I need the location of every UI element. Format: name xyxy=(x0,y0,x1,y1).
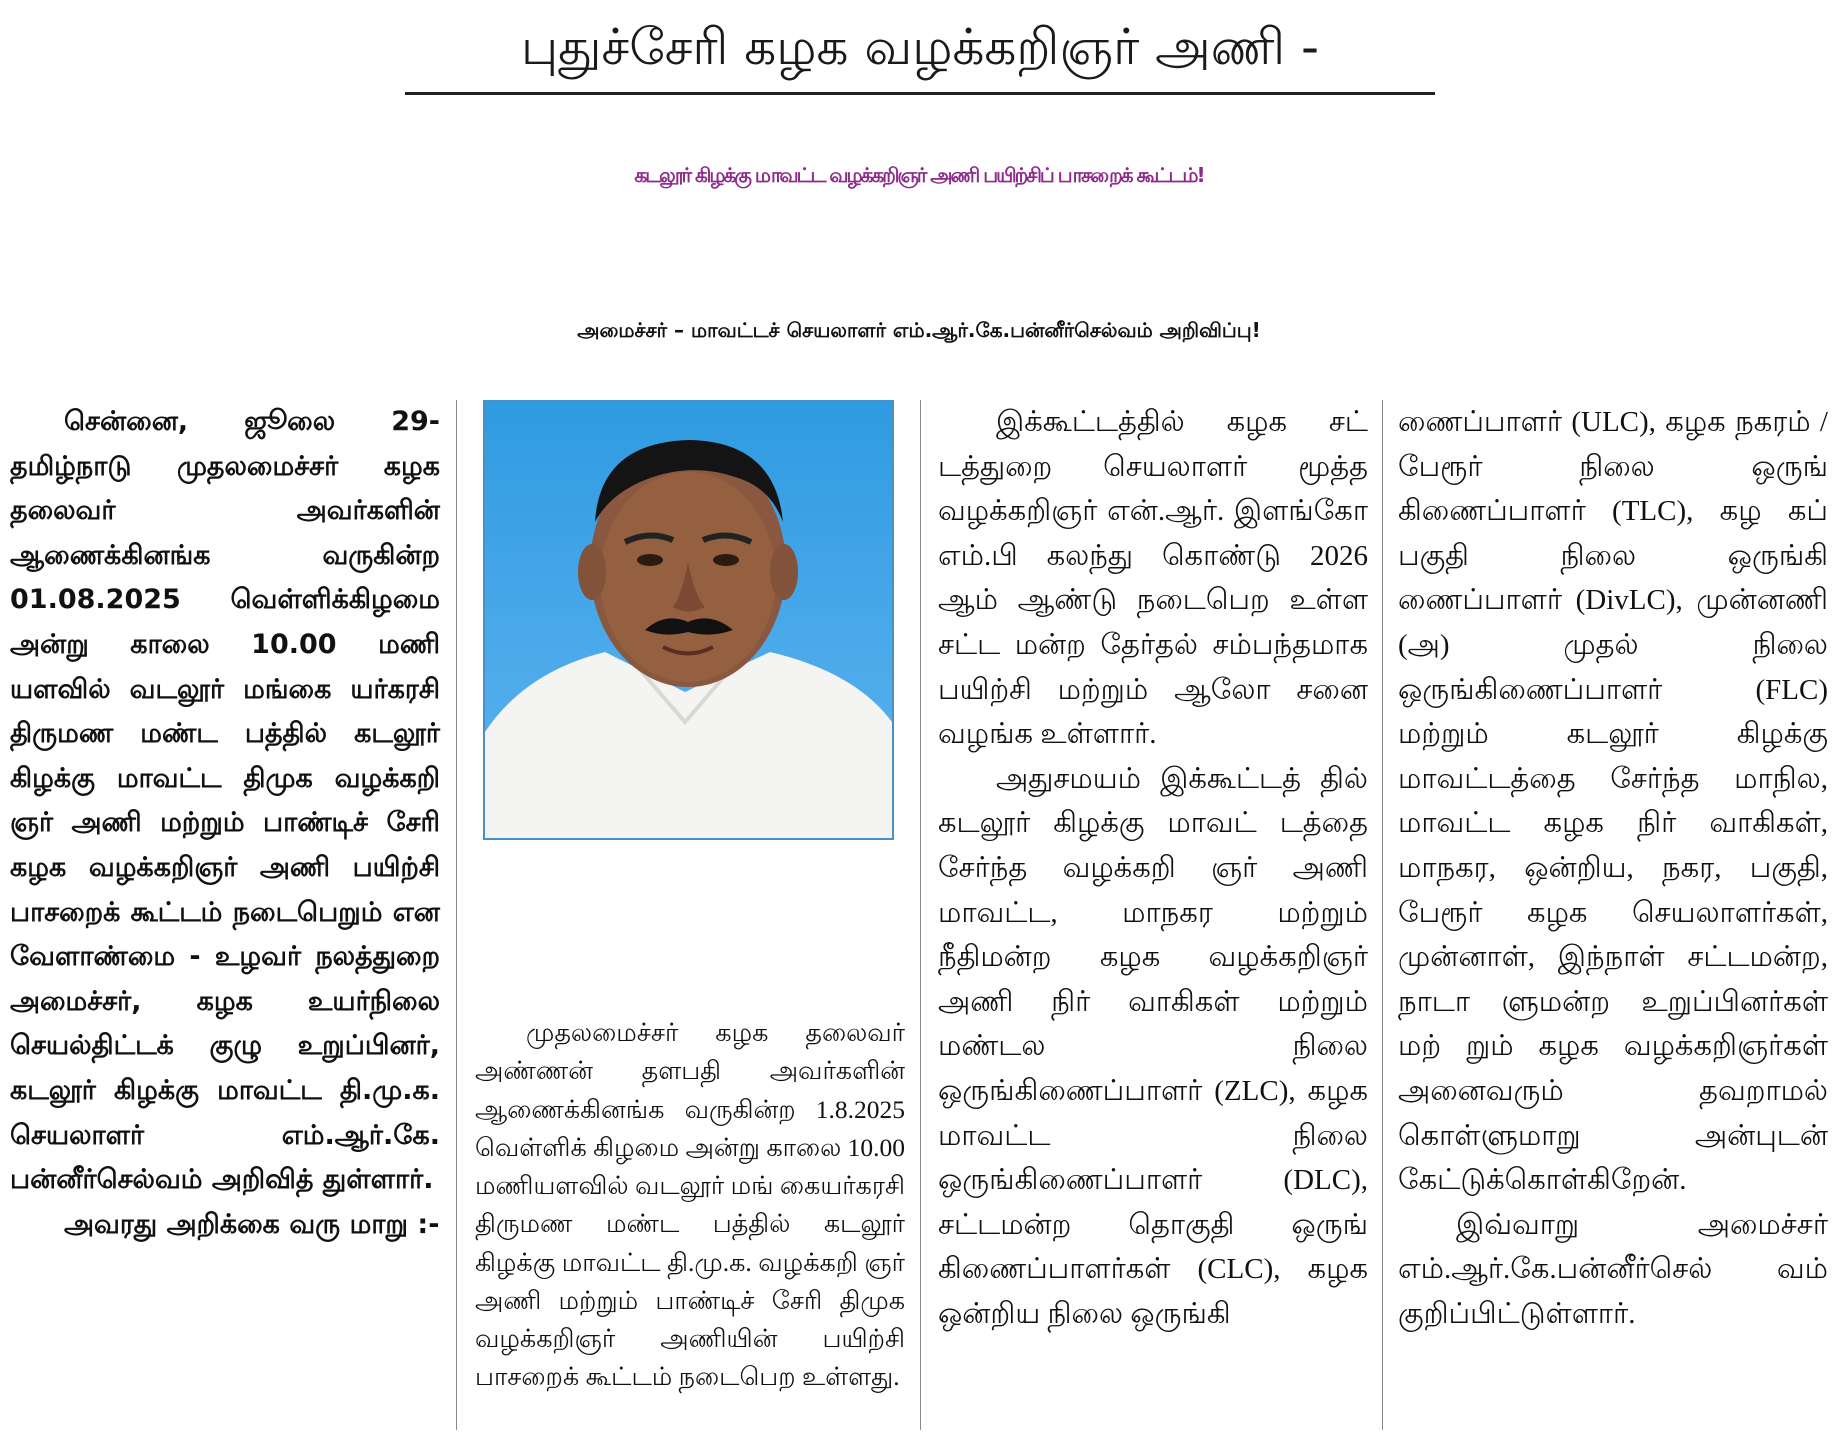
article-column-3 xyxy=(938,400,1368,1336)
paragraph: ணைப்பாளர் (ULC), கழக நகரம் / பேரூர் நிலை ஒருங் கிணைப்பாளர் (TLC), கழ கப் பகுதி நிலை ஒருங்கி ணைப்பாளர் (DivLC), முன்னணி (அ) முதல் நிலை ஒருங்கிணைப்பாளர் (FLC) மற்றும் கடலூர் கிழக்கு மாவட்டத்தை சேர்ந்த மாநில, மாவட்ட கழக நிர் வாகிகள், மாநகர, ஒன்றிய, நகர, பகுதி, பேரூர் கழக செயலாளர்கள், முன்னாள், இந்நாள் சட்டமன்ற, நாடா ளுமன்ற உறுப்பினர்கள் மற் றும் கழக வழக்கறிஞர்கள் அனைவரும் தவறாமல் கொள்ளுமாறு அன்புடன் கேட்டுக்கொள்கிறேன். xyxy=(1398,406,1828,1197)
column-divider xyxy=(920,400,921,1430)
article-column-4 xyxy=(1398,400,1828,1336)
column-divider xyxy=(456,400,457,1430)
paragraph: அதுசமயம் இக்கூட்டத் தில் கடலூர் கிழக்கு மாவட் டத்தை சேர்ந்த வழக்கறி ஞர் அணி மாவட்ட, மாநகர மற்றும் நீதிமன்ற கழக வழக்கறிஞர் அணி நிர் வாகிகள் மற்றும் மண்டல நிலை ஒருங்கிணைப்பாளர் (ZLC), கழக மாவட்ட நிலை ஒருங்கிணைப்பாளர் (DLC), சட்டமன்ற தொகுதி ஒருங் கிணைப்பாளர்கள் (CLC), கழக ஒன்றிய நிலை ஒருங்கி xyxy=(938,762,1368,1330)
portrait-photo-icon xyxy=(485,402,892,838)
headline: கடலூர் கிழக்கு மாவட்ட வழக்கறிஞர் அணி பயிற்சிப் பாசறைக் கூட்டம்! xyxy=(634,163,1204,187)
paragraph: அவரது அறிக்கை வரு மாறு :- xyxy=(64,1208,440,1240)
paragraph: முதலமைச்சர் கழக தலைவர் அண்ணன் தளபதி அவர்களின் ஆணைக்கினங்க வருகின்ற 1.8.2025 வெள்ளிக் கிழமை அன்று காலை 10.00 மணியளவில் வடலூர் மங் கையர்கரசி திருமண மண்ட பத்தில் கடலூர் கிழக்கு மாவட்ட தி.மு.க. வழக்கறி ஞர் அணி மற்றும் பாண்டிச் சேரி திமுக வழக்கறிஞர் அணியின் பயிற்சி பாசறைக் கூட்டம் நடைபெற உள்ளது. xyxy=(475,1018,906,1392)
article-column-2 xyxy=(475,1014,905,1397)
column-divider xyxy=(1382,400,1383,1430)
subheadline: அமைச்சர் – மாவட்டச் செயலாளர் எம்.ஆர்.கே.பன்னீர்செல்வம் அறிவிப்பு! xyxy=(577,318,1261,342)
portrait-photo xyxy=(483,400,894,840)
article-column-1 xyxy=(10,400,440,1247)
kicker-title: புதுச்சேரி கழக வழக்கறிஞர் அணி - xyxy=(520,18,1320,76)
paragraph: இவ்வாறு அமைச்சர் எம்.ஆர்.கே.பன்னீர்செல் வம் குறிப்பிட்டுள்ளார். xyxy=(1398,1208,1828,1330)
kicker-underline xyxy=(405,92,1435,95)
paragraph: இக்கூட்டத்தில் கழக சட் டத்துறை செயலாளர் மூத்த வழக்கறிஞர் என்.ஆர். இளங்கோ எம்.பி கலந்து கொண்டு 2026 ஆம் ஆண்டு நடைபெற உள்ள சட்ட மன்ற தேர்தல் சம்பந்தமாக பயிற்சி மற்றும் ஆலோ சனை வழங்க உள்ளார். xyxy=(938,406,1368,751)
paragraph: சென்னை, ஜூலை 29- தமிழ்நாடு முதலமைச்சர் கழக தலைவர் அவர்களின் ஆணைக்கினங்க வருகின்ற 01.08.2025 வெள்ளிக்கிழமை அன்று காலை 10.00 மணி யளவில் வடலூர் மங்கை யர்கரசி திருமண மண்ட பத்தில் கடலூர் கிழக்கு மாவட்ட திமுக வழக்கறி ஞர் அணி மற்றும் பாண்டிச் சேரி கழக வழக்கறிஞர் அணி பயிற்சி பாசறைக் கூட்டம் நடைபெறும் என வேளாண்மை - உழவர் நலத்துறை அமைச்சர், கழக உயர்நிலை செயல்திட்டக் குழு உறுப்பினர், கடலூர் கிழக்கு மாவட்ட தி.மு.க. செயலாளர் எம்.ஆர்.கே. பன்னீர்செல்வம் அறிவித் துள்ளார். xyxy=(10,406,440,1196)
